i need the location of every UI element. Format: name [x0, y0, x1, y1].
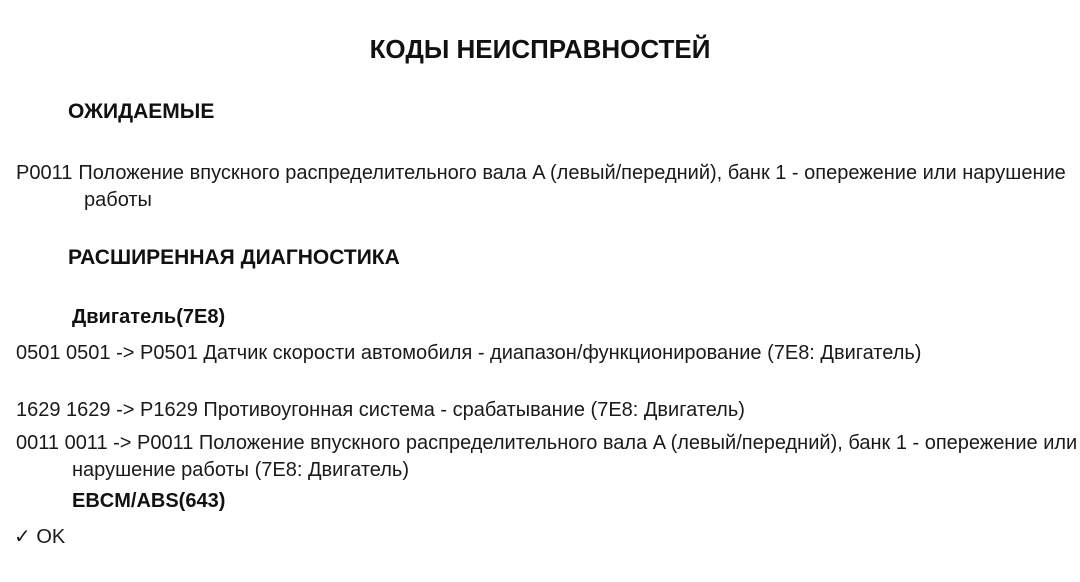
dtc-row-text: 0501 0501 -> P0501 Датчик скорости автомобиля - диапазон/функционирование (7E8: Двигатель) [16, 342, 922, 364]
dtc-row [16, 340, 1080, 367]
dtc-code: P0011 [16, 162, 73, 184]
dtc-description: Положение впускного распределительного вала A (левый/передний), банк 1 - опережение или нарушение работы [78, 162, 1066, 211]
expected-heading: ОЖИДАЕМЫЕ [68, 100, 215, 123]
report-title: КОДЫ НЕИСПРАВНОСТЕЙ [369, 34, 711, 64]
extended-heading: РАСШИРЕННАЯ ДИАГНОСТИКА [68, 246, 400, 269]
abs-status-ok: ✓ OK [14, 526, 66, 548]
dtc-row-text: 0011 0011 -> P0011 Положение впускного распределительного вала A (левый/передний), банк 1 - опережение или нарушение работы (7E8: Двигатель) [16, 432, 1078, 481]
dtc-row [16, 397, 1080, 424]
module-engine-heading: Двигатель(7E8) [72, 306, 226, 328]
dtc-row [16, 430, 1080, 484]
module-abs-heading: EBCM/ABS(643) [72, 490, 226, 512]
expected-code-row [16, 160, 1080, 214]
dtc-row-text: 1629 1629 -> P1629 Противоугонная система - срабатывание (7E8: Двигатель) [16, 399, 745, 421]
